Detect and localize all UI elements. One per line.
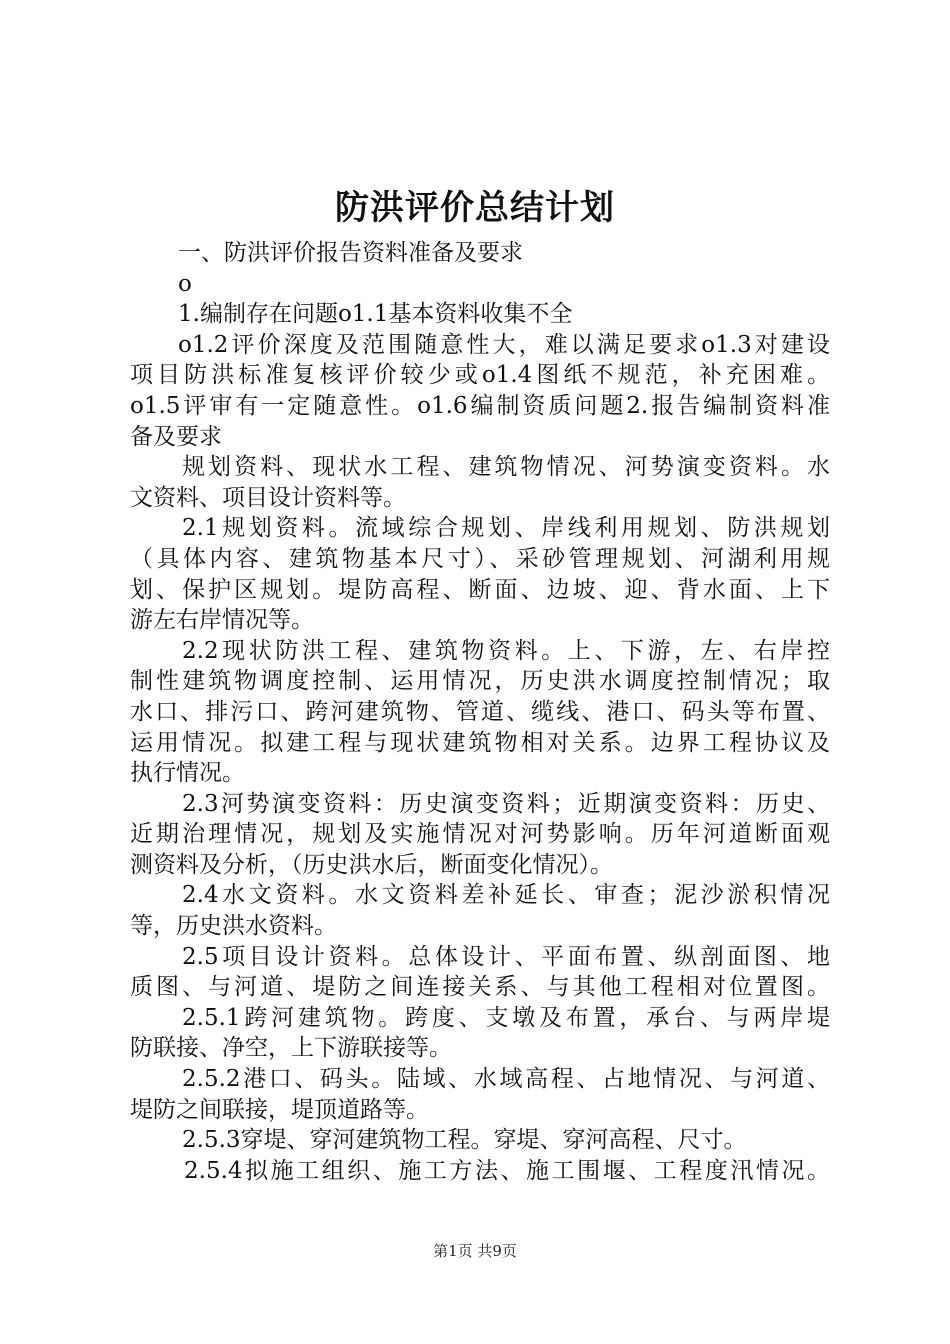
paragraph-line: 2.5.1跨河建筑物。跨度、支墩及布置，承台、与两岸堤: [182, 1004, 830, 1031]
paragraph-line: （具体内容、建筑物基本尺寸）、采砂管理规划、河湖利用规: [130, 545, 830, 572]
bullet-marker: o: [178, 270, 192, 297]
paragraph-line: 运用情况。拟建工程与现状建筑物相对关系。边界工程协议及: [130, 729, 830, 756]
document-title: 防洪评价总结计划: [335, 188, 615, 228]
paragraph-line: 近期治理情况，规划及实施情况对河势影响。历年河道断面观: [130, 821, 830, 848]
paragraph-line: 质图、与河道、堤防之间连接关系、与其他工程相对位置图。: [130, 974, 830, 1001]
paragraph-line: 等，历史洪水资料。: [130, 913, 337, 940]
paragraph-line: 项目防洪标准复核评价较少或o1.4图纸不规范，补充困难。: [130, 362, 830, 389]
section-heading: 一、防洪评价报告资料准备及要求: [178, 240, 523, 266]
paragraph-line: 制性建筑物调度控制、运用情况，历史洪水调度控制情况；取: [130, 668, 830, 695]
paragraph-line: 堤防之间联接，堤顶道路等。: [130, 1096, 429, 1123]
paragraph-line: 2.3河势演变资料：历史演变资料；近期演变资料：历史、: [182, 790, 830, 817]
paragraph-line: 2.1规划资料。流域综合规划、岸线利用规划、防洪规划: [182, 515, 830, 542]
paragraph-line: 执行情况。: [130, 760, 245, 787]
paragraph-line: 测资料及分析，（历史洪水后，断面变化情况）。: [130, 851, 613, 878]
paragraph-line: 2.2现状防洪工程、建筑物资料。上、下游，左、右岸控: [182, 637, 830, 664]
paragraph-line: 划、保护区规划。堤防高程、断面、边坡、迎、背水面、上下: [130, 576, 830, 603]
paragraph-line: 水口、排污口、跨河建筑物、管道、缆线、港口、码头等布置、: [130, 698, 830, 725]
paragraph-line: 文资料、项目设计资料等。: [130, 484, 406, 511]
paragraph-line: o1.2评价深度及范围随意性大，难以满足要求o1.3对建设: [178, 331, 830, 358]
paragraph-line: 游左右岸情况等。: [130, 607, 314, 634]
paragraph-line: 防联接、净空，上下游联接等。: [130, 1035, 452, 1062]
paragraph-line: 2.5.4拟施工组织、施工方法、施工围堰、工程度汛情况。: [184, 1157, 830, 1184]
paragraph-line: 规划资料、现状水工程、建筑物情况、河势演变资料。水: [182, 454, 830, 481]
page-footer: 第1页 共9页: [433, 1242, 517, 1260]
paragraph-line: 备及要求: [130, 423, 222, 450]
paragraph-line: 2.5.3穿堤、穿河建筑物工程。穿堤、穿河高程、尺寸。: [182, 1127, 747, 1154]
paragraph-line: 2.5项目设计资料。总体设计、平面布置、纵剖面图、地: [182, 943, 830, 970]
paragraph-line: 2.4水文资料。水文资料差补延长、审查；泥沙淤积情况: [182, 882, 830, 909]
paragraph-line: 2.5.2港口、码头。陆域、水域高程、占地情况、与河道、: [182, 1066, 830, 1093]
paragraph-line: o1.5评审有一定随意性。o1.6编制资质问题2.报告编制资料准: [130, 392, 830, 419]
paragraph-line: 1.编制存在问题o1.1基本资料收集不全: [178, 301, 573, 328]
document-body: [130, 238, 830, 1186]
